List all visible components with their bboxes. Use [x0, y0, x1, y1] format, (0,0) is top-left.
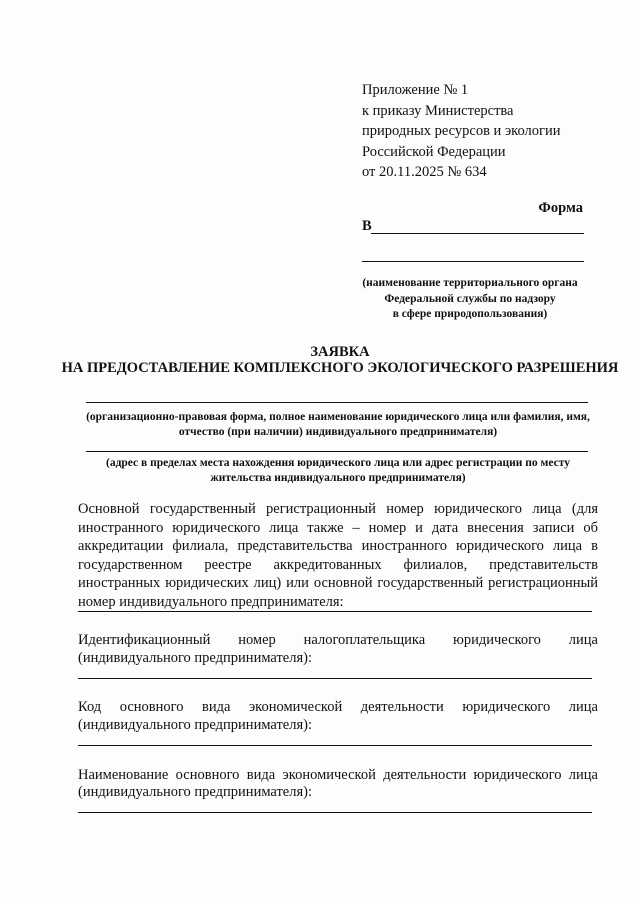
document-title: ЗАЯВКА	[310, 344, 370, 360]
applicant-name-caption	[78, 410, 598, 440]
inn-word-4: юридического	[453, 632, 541, 648]
authority-caption-line-2: Федеральной службы по надзору	[384, 292, 556, 305]
okved-name-label-line-1: Наименование основного вида экономической деятельности юридического лица	[78, 767, 598, 783]
okved-name-field-line	[78, 812, 592, 813]
form-label: Форма	[538, 200, 583, 216]
applicant-address-caption	[78, 456, 598, 486]
okved-code-word-4: экономической	[248, 699, 343, 715]
appendix-header	[362, 80, 560, 183]
appendix-line-3: природных ресурсов и экологии	[362, 123, 561, 139]
okved-code-word-1: Код	[78, 699, 102, 715]
addressee-prefix: В	[362, 218, 372, 234]
inn-field-line	[78, 678, 592, 679]
applicant-name-line	[86, 402, 588, 403]
inn-label-line-2: (индивидуального предпринимателя):	[78, 650, 313, 666]
applicant-address-caption-line-2: жительства индивидуального предпринимателя)	[210, 472, 466, 484]
okved-name-label-line-2: (индивидуального предпринимателя):	[78, 784, 313, 800]
authority-caption	[352, 276, 588, 323]
appendix-line-1: Приложение № 1	[362, 82, 469, 98]
ogrn-paragraph: Основной государственный регистрационный номер юридического лица (для иностранного юридического лица также – номер и дата внесения записи об аккредитации филиала, представительства иностранного юридического лица в государственном реестре аккредитованных филиалов, представительств иностранных юридических лиц) или основной государственный регистрационный номер индивидуального предпринимателя:	[78, 501, 598, 610]
okved-code-label-line-2: (индивидуального предпринимателя):	[78, 717, 313, 733]
addressee-field-line-1	[371, 233, 584, 234]
okved-code-word-2: основного	[119, 699, 184, 715]
authority-caption-line-1: (наименование территориального органа	[362, 277, 578, 289]
okved-code-word-6: юридического	[462, 699, 551, 715]
inn-word-1: Идентификационный	[78, 632, 211, 648]
inn-label-row	[78, 632, 598, 649]
okved-code-word-7: лица	[568, 699, 598, 715]
okved-code-word-3: вида	[201, 699, 231, 715]
applicant-address-line	[86, 451, 588, 452]
inn-word-3: налогоплательщика	[303, 632, 426, 648]
applicant-address-caption-line-1: (адрес в пределах места нахождения юридического лица или адрес регистрации по месту	[106, 457, 570, 469]
appendix-line-2: к приказу Министерства	[362, 102, 514, 119]
appendix-line-5: от 20.11.2025 № 634	[362, 164, 487, 180]
okved-code-label-row	[78, 699, 598, 716]
addressee-field-line-2	[362, 261, 584, 262]
applicant-name-caption-line-1: (организационно-правовая форма, полное наименование юридического лица или фамилия, имя,	[86, 411, 590, 423]
ogrn-field-line	[78, 611, 592, 612]
inn-word-5: лица	[568, 632, 598, 648]
appendix-line-4: Российской Федерации	[362, 143, 506, 160]
okved-code-word-5: деятельности	[360, 699, 444, 715]
document-subtitle: НА ПРЕДОСТАВЛЕНИЕ КОМПЛЕКСНОГО ЭКОЛОГИЧЕСКОГО РАЗРЕШЕНИЯ	[61, 360, 619, 376]
okved-code-field-line	[78, 745, 592, 746]
inn-word-2: номер	[238, 632, 276, 648]
applicant-name-caption-line-2: отчество (при наличии) индивидуального предпринимателя)	[178, 426, 498, 438]
authority-caption-line-3: в сфере природопользования)	[392, 308, 548, 320]
